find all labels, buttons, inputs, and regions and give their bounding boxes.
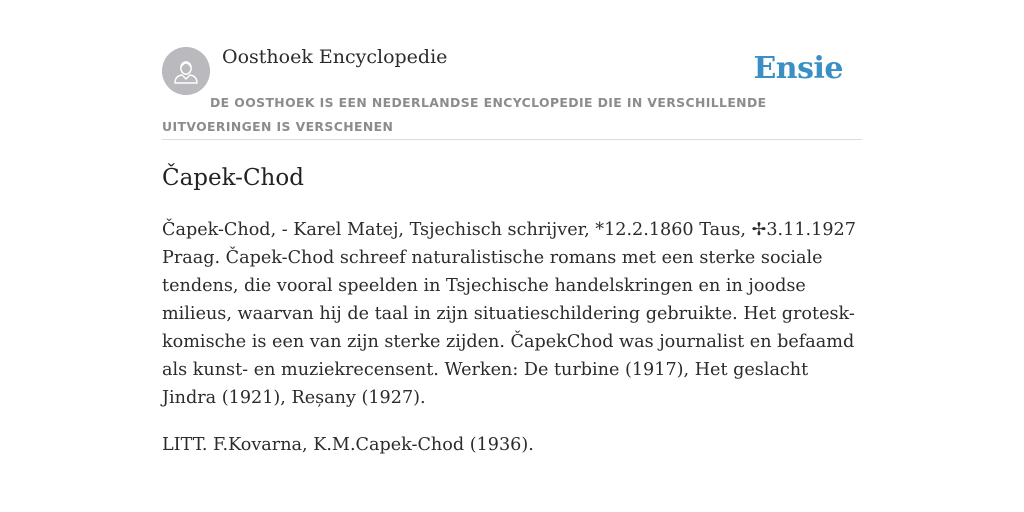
user-silhouette-icon[interactable]: [162, 47, 210, 95]
article-body: Čapek-Chod, - Karel Matej, Tsjechisch schrijver, *12.2.1860 Taus, ✢3.11.1927 Praag. Čapek-Chod schreef naturalistische romans met een sterke sociale tendens, die vooral speelden in Tsjechische handelskringen en in joodse milieus, waarvan hij de taal in zijn situatieschildering gebruikte. Het grotesk-komische is een van zijn sterke zijden. ČapekChod was journalist en befaamd als kunst- en muziekrecensent. Werken: De turbine (1917), Het geslacht Jindra (1921), Reșany (1927).: [162, 220, 856, 408]
site-tagline: DE OOSTHOEK IS EEN NEDERLANDSE ENCYCLOPEDIE DIE IN VERSCHILLENDE UITVOERINGEN IS VERSCHENEN: [162, 95, 767, 134]
header: [162, 46, 862, 140]
article-title: Čapek-Chod: [162, 165, 304, 191]
article-literature: LITT. F.Kovarna, K.M.Capek-Chod (1936).: [162, 435, 534, 455]
page-container: [162, 46, 862, 455]
brand-logo-link[interactable]: Ensie: [753, 51, 843, 86]
site-name[interactable]: Oosthoek Encyclopedie: [222, 46, 448, 68]
